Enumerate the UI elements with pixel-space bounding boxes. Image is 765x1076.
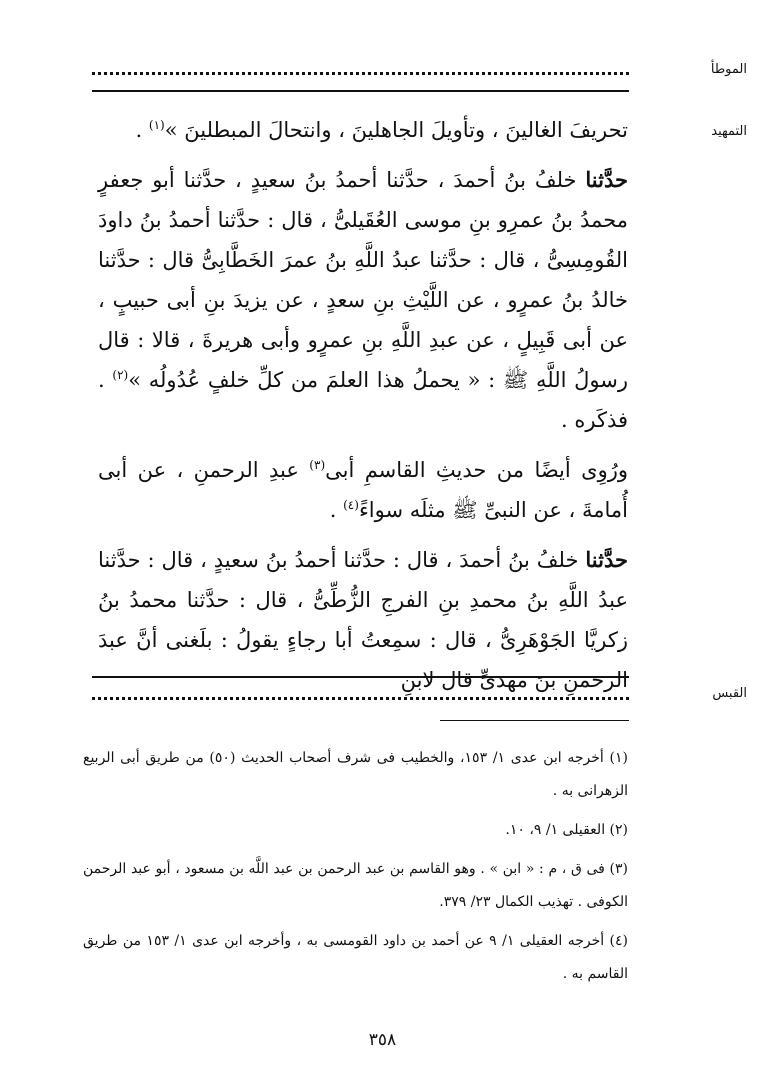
paragraph-text: تحريفَ الغالينَ ، وتأويلَ الجاهلينَ ، وانتحالَ المبطلينَ » [164, 118, 628, 142]
paragraph-1 [98, 110, 628, 150]
header-dotted-line [92, 72, 629, 75]
paragraph-2 [98, 160, 628, 440]
footnote-2: (٢) العقيلى ١/ ٩، ١٠. [505, 822, 628, 838]
header-rule [92, 90, 629, 92]
footnote-ref[interactable]: (٣) [309, 458, 326, 472]
main-side-label: التمهيد [711, 124, 747, 139]
footnote-ref[interactable]: (٢) [112, 368, 129, 382]
footnote-4: (٤) أخرجه العقيلى ١/ ٩ عن أحمد بن داود القومسى به ، وأخرجه ابن عدى ١/ ١٥٣ من طريق القاسم به . [83, 933, 629, 982]
paragraph-text: ورُوِى أيضًا من حديثِ القاسمِ أبى [325, 458, 628, 482]
footnote-ref[interactable]: (١) [148, 118, 165, 132]
paragraph-3 [98, 450, 628, 530]
footnote-1: (١) أخرجه ابن عدى ١/ ١٥٣، والخطيب فى شرف أصحاب الحديث (٥٠) من طريق أبى الربيع الزهرانى به . [83, 750, 629, 799]
page-number: ٣٥٨ [368, 1030, 397, 1050]
paragraph-tail: عبدِ الرحمنِ ، عن أبى أُمامةَ ، عن النبىِّ ﷺ مثلَه سواءً [98, 458, 628, 522]
paragraph-tail: . فذكَره . [98, 368, 628, 432]
footnote-3: (٣) فى ق ، م : « ابن » . وهو القاسم بن عبد الرحمن بن عبد اللَّه بن مسعود ، أبو عبد الرحمن الكوفى . تهذيب الكمال ٢٣/ ٣٧٩. [83, 861, 628, 910]
paragraph-tail: . [329, 498, 344, 522]
footnote-ref[interactable]: (٤) [343, 498, 359, 512]
paragraph-lead: حدَّثنا [585, 547, 628, 572]
paragraph-text: خلفُ بنُ أحمدَ ، حدَّثنا أحمدُ بنُ سعيدٍ ، حدَّثنا أبو جعفرٍ محمدُ بنُ عمرِو بنِ موسى العُقَيلىُّ ، قال : حدَّثنا أحمدُ بنُ داودَ القُومِسِىُّ ، قال : حدَّثنا عبدُ اللَّهِ بنُ عمرَ الخَطَّابِىُّ قال : حدَّثنا خالدُ بنُ عمرٍو ، عن اللَّيْثِ بنِ سعدٍ ، عن يزيدَ بنِ أبى حبيبٍ ، عن أبى قَبِيلٍ ، عن عبدِ اللَّهِ بنِ عمرٍو وأبى هريرةَ ، قالا : قال رسولُ اللَّهِ ﷺ : « يحملُ هذا العلمَ من كلِّ خلفٍ عُدُولُه » [98, 168, 628, 392]
main-text [98, 110, 628, 700]
main-bottom-rule [92, 676, 629, 678]
running-title: الموطأ [710, 62, 747, 77]
lower-side-label: القبس [712, 686, 747, 701]
paragraph-tail: . [135, 118, 149, 142]
paragraph-lead: حدَّثنا [585, 167, 628, 192]
footnote-separator [440, 720, 629, 721]
lower-dotted-line [92, 697, 629, 700]
paragraph-text: خلفُ بنُ أحمدَ ، قال : حدَّثنا أحمدُ بنُ سعيدٍ ، قال : حدَّثنا عبدُ اللَّهِ بنُ محمدِ بنِ الفرجِ الزُّطِّىُّ ، قال : حدَّثنا محمدُ بنُ زكريَّا الجَوْهَرِىُّ ، قال : سمِعتُ أبا رجاءٍ يقولُ : بلَغنى أنَّ عبدَ الرحمنِ بنَ مهدىٍّ قال لابنِ [98, 548, 628, 692]
footnotes [83, 742, 628, 997]
